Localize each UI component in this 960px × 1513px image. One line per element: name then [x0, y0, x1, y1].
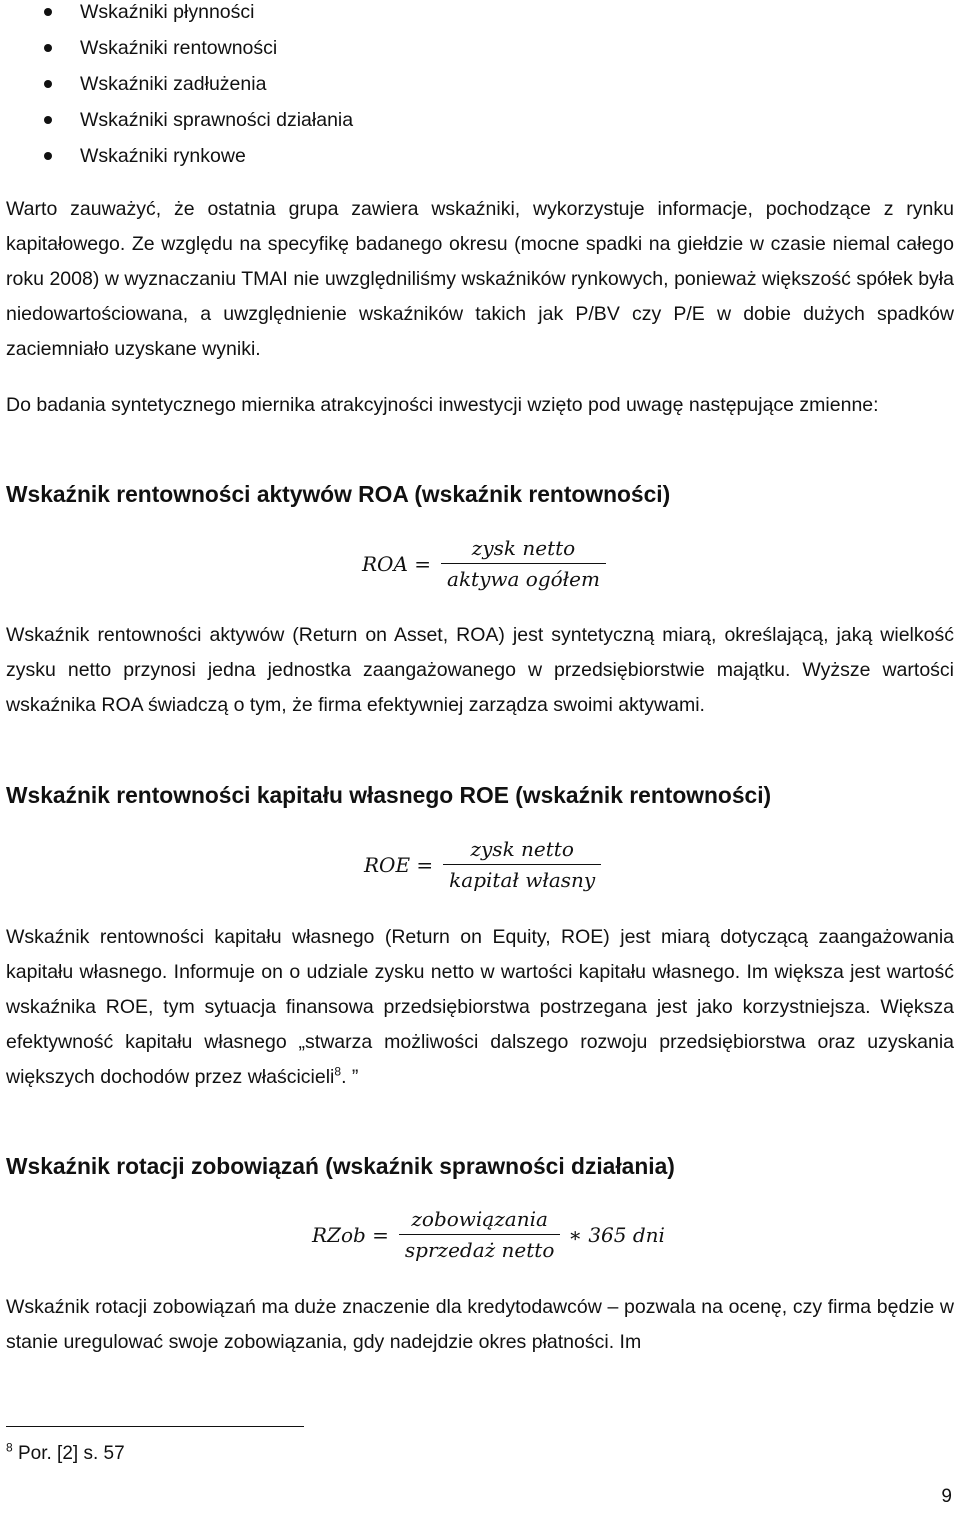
footnote-text: Por. [2] s. 57 — [17, 1443, 125, 1464]
ratio-group-list — [0, 0, 960, 174]
roe-formula-lhs: ROE = — [364, 852, 434, 877]
roe-heading: Wskaźnik rentowności kapitału własnego ROE (wskaźnik rentowności) — [6, 782, 772, 808]
intro-paragraph: Warto zauważyć, że ostatnia grupa zawiera wskaźniki, wykorzystuje informacje, pochodzące z rynku kapitałowego. Ze względu na specyfikę badanego okresu (mocne spadki na giełdzie w czasie niemal całego roku 2008) w wyznaczaniu TMAI nie uwzględniliśmy wskaźników rynkowych, ponieważ większość spółek była niedowartościowana, a uwzględnienie wskaźników takich jak P/BV czy P/E w dobie dużych spadków zaciemniało uzyskane wyniki. — [6, 198, 954, 360]
footnote-reference[interactable]: 8 — [334, 1064, 342, 1079]
list-item-text: Wskaźniki rynkowe — [80, 145, 246, 167]
bullet-icon — [44, 152, 52, 160]
roa-formula — [362, 535, 606, 592]
list-item — [0, 66, 960, 102]
list-item — [0, 30, 960, 66]
rzob-description: Wskaźnik rotacji zobowiązań ma duże znaczenie dla kredytodawców – pozwala na ocenę, czy firma będzie w stanie uregulować swoje zobowiązania, gdy nadejdzie okres płatności. Im — [6, 1296, 954, 1353]
roe-formula — [364, 836, 601, 893]
roe-description-text: Wskaźnik rentowności kapitału własnego (Return on Equity, ROE) jest miarą dotyczącą zaangażowania kapitału własnego. Informuje on o udziale zysku netto w wartości kapitału własnego. Im większa jest wartość wskaźnika ROE, tym sytuacja finansowa przedsiębiorstwa postrzegana jest jako korzystniejsza. Większa efektywność kapitału własnego „stwarza możliwości dalszego rozwoju przedsiębiorstwa oraz uzyskania większych dochodów przez właścicieli — [6, 926, 954, 1088]
roa-numerator: zysk netto — [471, 536, 576, 560]
list-item-text: Wskaźniki płynności — [80, 1, 255, 23]
footnote — [6, 1440, 125, 1468]
rzob-formula-lhs: RZob = — [312, 1222, 389, 1247]
roa-heading: Wskaźnik rentowności aktywów ROA (wskaźnik rentowności) — [6, 481, 671, 507]
footnote-divider — [6, 1426, 304, 1427]
list-item — [0, 102, 960, 138]
page-number: 9 — [941, 1486, 952, 1507]
list-item-text: Wskaźniki rentowności — [80, 37, 278, 59]
bullet-icon — [44, 44, 52, 52]
rzob-heading: Wskaźnik rotacji zobowiązań (wskaźnik sprawności działania) — [6, 1153, 675, 1179]
rzob-formula — [312, 1206, 665, 1263]
bullet-icon — [44, 80, 52, 88]
roe-fraction — [443, 836, 601, 893]
roa-fraction — [441, 535, 606, 592]
footnote-number: 8 — [6, 1440, 13, 1455]
roe-description — [6, 920, 954, 1095]
bullet-icon — [44, 116, 52, 124]
roa-formula-lhs: ROA = — [362, 551, 432, 576]
rzob-formula-multiplier: ∗ 365 dni — [568, 1222, 665, 1247]
list-item — [0, 0, 960, 30]
rzob-fraction — [399, 1206, 560, 1263]
list-item-text: Wskaźniki sprawności działania — [80, 109, 354, 131]
rzob-denominator: sprzedaż netto — [399, 1234, 560, 1263]
rzob-numerator: zobowiązania — [411, 1207, 548, 1231]
roa-denominator: aktywa ogółem — [441, 563, 606, 592]
list-item-text: Wskaźniki zadłużenia — [80, 73, 267, 95]
list-item — [0, 138, 960, 174]
roe-description-end: . ” — [341, 1066, 359, 1088]
roe-denominator: kapitał własny — [443, 864, 601, 893]
bullet-icon — [44, 8, 52, 16]
roe-numerator: zysk netto — [470, 837, 574, 861]
roa-description: Wskaźnik rentowności aktywów (Return on Asset, ROA) jest syntetyczną miarą, określającą, jaką wielkość zysku netto przynosi jedna jednostka zaangażowanego w przedsiębiorstwie majątku. Wyższe wartości wskaźnika ROA świadczą o tym, że firma efektywniej zarządza swoimi aktywami. — [6, 624, 954, 716]
variables-paragraph: Do badania syntetycznego miernika atrakcyjności inwestycji wzięto pod uwagę następujące zmienne: — [6, 394, 879, 416]
